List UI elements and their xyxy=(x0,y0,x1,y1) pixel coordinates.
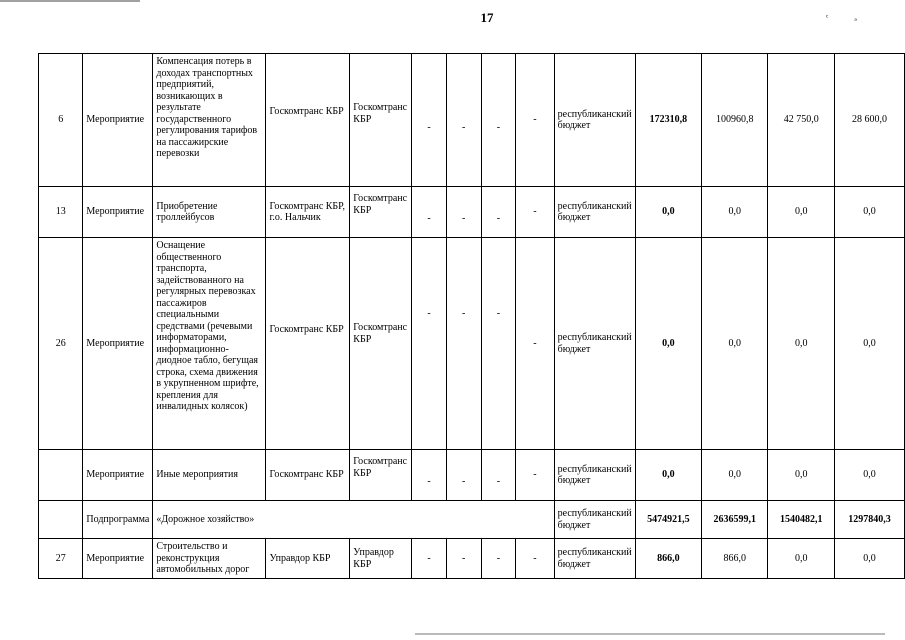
row-date-4: - xyxy=(516,238,554,450)
row-source: республиканский бюджет xyxy=(554,539,635,579)
subprogram-title: «Дорожное хозяйство» xyxy=(153,501,554,539)
row-date-4: - xyxy=(516,54,554,187)
row-executor: Госкомтранс КБР xyxy=(266,54,350,187)
row-date-2: - xyxy=(446,187,481,238)
row-date-1: - xyxy=(412,187,447,238)
corner-marks xyxy=(826,12,883,22)
row-year-2: 0,0 xyxy=(768,187,834,238)
row-date-1: - xyxy=(412,450,447,501)
row-source: республиканский бюджет xyxy=(554,187,635,238)
row-total: 0,0 xyxy=(635,238,701,450)
scan-artifact-bottom xyxy=(415,633,885,635)
row-number xyxy=(39,450,83,501)
row-date-2: - xyxy=(446,450,481,501)
row-number: 13 xyxy=(39,187,83,238)
row-date-1: - xyxy=(412,539,447,579)
row-year-1: 0,0 xyxy=(702,238,768,450)
row-year-3: 0,0 xyxy=(834,539,904,579)
row-date-3: - xyxy=(481,450,516,501)
subprogram-year-3: 1297840,3 xyxy=(834,501,904,539)
table-row xyxy=(39,539,905,579)
row-name: Оснащение общественного транспорта, задействованного на регулярных перевозках пассажиров специальными средствами (речевыми информаторами, информационно-диодное табло, бегущая строка, схема движения в укрупненном шрифте, крепления для инвалидных колясок) xyxy=(153,238,266,450)
row-year-2: 0,0 xyxy=(768,539,834,579)
row-date-2: - xyxy=(446,238,481,450)
scan-artifact-top xyxy=(0,0,140,2)
subprogram-total: 5474921,5 xyxy=(635,501,701,539)
corner-mark: ᶜ xyxy=(826,12,855,22)
row-name: Приобретение троллейбусов xyxy=(153,187,266,238)
row-name: Иные мероприятия xyxy=(153,450,266,501)
row-year-2: 0,0 xyxy=(768,450,834,501)
table-row xyxy=(39,54,905,187)
row-executor: Госкомтранс КБР xyxy=(266,450,350,501)
row-year-1: 100960,8 xyxy=(702,54,768,187)
row-type: Мероприятие xyxy=(83,539,153,579)
row-type: Мероприятие xyxy=(83,54,153,187)
row-year-3: 0,0 xyxy=(834,238,904,450)
row-total: 866,0 xyxy=(635,539,701,579)
row-coexecutor: Госкомтранс КБР xyxy=(350,450,412,501)
table-row xyxy=(39,187,905,238)
row-coexecutor: Госкомтранс КБР xyxy=(350,238,412,450)
row-date-4: - xyxy=(516,187,554,238)
row-year-3: 28 600,0 xyxy=(834,54,904,187)
row-source: республиканский бюджет xyxy=(554,450,635,501)
subprogram-year-1: 2636599,1 xyxy=(702,501,768,539)
row-date-3: - xyxy=(481,539,516,579)
row-executor: Госкомтранс КБР, г.о. Нальчик xyxy=(266,187,350,238)
row-date-2: - xyxy=(446,54,481,187)
row-coexecutor: Управдор КБР xyxy=(350,539,412,579)
row-date-3: - xyxy=(481,54,516,187)
row-source: республиканский бюджет xyxy=(554,54,635,187)
row-date-4: - xyxy=(516,450,554,501)
row-total: 0,0 xyxy=(635,450,701,501)
row-year-1: 0,0 xyxy=(702,450,768,501)
subprogram-source: республиканский бюджет xyxy=(554,501,635,539)
row-total: 0,0 xyxy=(635,187,701,238)
row-date-1: - xyxy=(412,54,447,187)
subprogram-row xyxy=(39,501,905,539)
row-date-3: - xyxy=(481,238,516,450)
row-type: Мероприятие xyxy=(83,450,153,501)
row-number: 27 xyxy=(39,539,83,579)
row-year-1: 866,0 xyxy=(702,539,768,579)
corner-mark: ₔ xyxy=(854,12,883,22)
subprogram-number xyxy=(39,501,83,539)
row-year-2: 0,0 xyxy=(768,238,834,450)
row-year-3: 0,0 xyxy=(834,187,904,238)
program-table xyxy=(38,53,905,579)
subprogram-type: Подпрограмма xyxy=(83,501,153,539)
row-name: Строительство и реконструкция автомобильных дорог xyxy=(153,539,266,579)
row-year-2: 42 750,0 xyxy=(768,54,834,187)
row-type: Мероприятие xyxy=(83,187,153,238)
subprogram-year-2: 1540482,1 xyxy=(768,501,834,539)
row-date-4: - xyxy=(516,539,554,579)
row-type: Мероприятие xyxy=(83,238,153,450)
row-year-3: 0,0 xyxy=(834,450,904,501)
page-number: 17 xyxy=(480,10,494,25)
row-number: 6 xyxy=(39,54,83,187)
row-total: 172310,8 xyxy=(635,54,701,187)
row-date-3: - xyxy=(481,187,516,238)
table-row xyxy=(39,450,905,501)
table-row xyxy=(39,238,905,450)
row-date-1: - xyxy=(412,238,447,450)
row-coexecutor: Госкомтранс КБР xyxy=(350,54,412,187)
row-year-1: 0,0 xyxy=(702,187,768,238)
row-source: республиканский бюджет xyxy=(554,238,635,450)
row-coexecutor: Госкомтранс КБР xyxy=(350,187,412,238)
row-executor: Управдор КБР xyxy=(266,539,350,579)
row-executor: Госкомтранс КБР xyxy=(266,238,350,450)
row-name: Компенсация потерь в доходах транспортных предприятий, возникающих в результате государственного регулирования тарифов на пассажирские перевозки xyxy=(153,54,266,187)
row-number: 26 xyxy=(39,238,83,450)
row-date-2: - xyxy=(446,539,481,579)
